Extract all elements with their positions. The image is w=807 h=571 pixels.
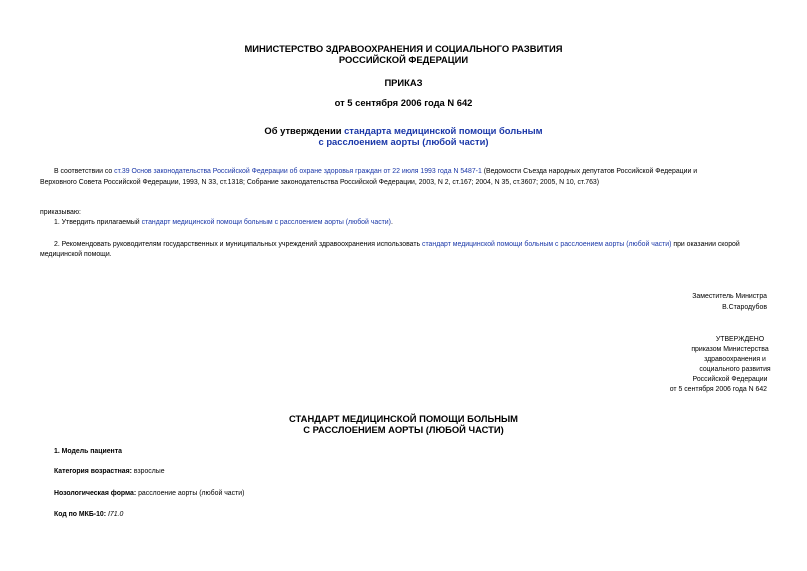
order-title-prefix: Об утверждении	[264, 125, 345, 136]
standard-title-line-2: С РАССЛОЕНИЕМ АОРТЫ (ЛЮБОЙ ЧАСТИ)	[303, 424, 504, 435]
nosology-form-label: Нозологическая форма:	[54, 490, 137, 497]
doc-date-number: от 5 сентября 2006 года N 642	[334, 97, 473, 108]
age-category-value: взрослые	[131, 468, 165, 475]
nosology-form-value: расслоение аорты (любой части)	[136, 490, 245, 497]
law-link[interactable]: ст.39 Основ законодательства Российской Федерации об охране здоровья граждан от 22 июля 1993 года N 5487-1	[114, 168, 482, 175]
age-category	[54, 466, 165, 477]
preamble-line-2: Верховного Совета Российской Федерации, 1993, N 33, ст.1318; Собрание законодательства Российской Федерации, 2003, N 2, ст.167; 2004, N 35, ст.3607; 2005, N 10, ст.763)	[40, 179, 600, 186]
preamble-text-start: В соответствии со	[54, 168, 115, 175]
order-item-1	[54, 217, 393, 228]
approved-heading: УТВЕРЖДЕНО	[715, 336, 765, 343]
approved-line-6: от 5 сентября 2006 года N 642	[669, 386, 767, 393]
preamble-text-end: (Ведомости Съезда народных депутатов Российской Федерации и	[481, 168, 698, 175]
prikazyvayu-label: приказываю:	[40, 209, 81, 216]
approved-line-3: здравоохранения и	[704, 356, 766, 363]
standard-link-item-1[interactable]: стандарт медицинской помощи больным с расслоением аорты (любой части)	[141, 219, 391, 226]
standard-link-title[interactable]: стандарта медицинской помощи больным	[344, 125, 543, 136]
order-item-1-text: 1. Утвердить прилагаемый	[54, 219, 142, 226]
standard-link-item-2[interactable]: стандарт медицинской помощи больным с расслоением аорты (любой части)	[422, 241, 672, 248]
approved-line-4: социального развития	[699, 366, 771, 373]
standard-title-line-1: СТАНДАРТ МЕДИЦИНСКОЙ ПОМОЩИ БОЛЬНЫМ	[289, 413, 518, 424]
ministry-line-1: МИНИСТЕРСТВО ЗДРАВООХРАНЕНИЯ И СОЦИАЛЬНОГО РАЗВИТИЯ	[244, 43, 563, 54]
order-item-2-end: при оказании скорой	[671, 241, 740, 248]
order-item-1-end: .	[390, 219, 393, 226]
order-title-line-1	[0, 125, 807, 136]
doc-type: ПРИКАЗ	[384, 77, 423, 88]
standard-link-title-2[interactable]: с расслоением аорты (любой части)	[318, 136, 489, 147]
order-item-2-line-2: медицинской помощи.	[40, 251, 112, 258]
approved-line-2: приказом Министерства	[691, 346, 769, 353]
age-category-label: Категория возрастная:	[54, 468, 132, 475]
icd-code	[54, 509, 123, 520]
order-item-2-text: 2. Рекомендовать руководителям государственных и муниципальных учреждений здравоохранения использовать	[54, 241, 423, 248]
icd-code-label: Код по МКБ-10:	[54, 511, 107, 518]
signature-name: В.Стародубов	[722, 304, 767, 311]
approved-line-5: Российской Федерации	[692, 376, 768, 383]
order-title-line-2	[0, 136, 807, 147]
section-patient-model: 1. Модель пациента	[54, 448, 122, 455]
nosology-form	[54, 488, 244, 499]
icd-code-value: I71.0	[106, 511, 124, 518]
preamble-paragraph	[40, 166, 767, 177]
order-item-2	[54, 239, 767, 250]
signature-position: Заместитель Министра	[692, 293, 767, 300]
ministry-line-2: РОССИЙСКОЙ ФЕДЕРАЦИИ	[338, 54, 469, 65]
